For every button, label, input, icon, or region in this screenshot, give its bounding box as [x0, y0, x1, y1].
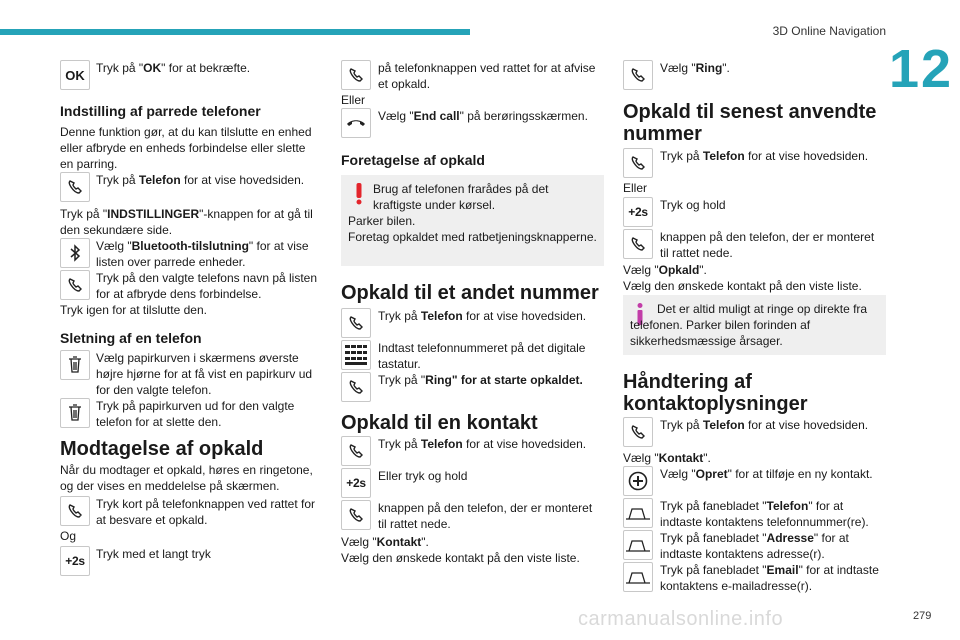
reject-step: på telefonknappen ved rattet for at afvise et opkald. [378, 61, 596, 91]
manage-step-5: Tryk på fanebladet "Email" for at indtaste kontaktens e-mailadresse(r). [660, 563, 879, 593]
chapter-number: 12 [889, 39, 954, 99]
phone-handset-icon [341, 372, 371, 402]
heading-recent-number: Opkald til senest anvendte nummer [623, 101, 877, 145]
recent-choose: Vælg den ønskede kontakt på den viste liste. [623, 279, 862, 293]
pairing-reconnect: Tryk igen for at tilslutte den. [60, 303, 207, 317]
manage-step-2: Vælg "Opret" for at tilføje en ny kontakt. [660, 467, 873, 481]
or-label: Eller [341, 93, 366, 107]
pairing-step-3: Tryk på den valgte telefons navn på listen for at afbryde dens forbindelse. [96, 271, 318, 301]
ok-icon: OK [60, 60, 90, 90]
phone-handset-icon [60, 496, 90, 526]
header-accent-bar [0, 29, 470, 35]
trash-icon [60, 350, 90, 380]
hold-2s-icon: +2s [623, 197, 653, 227]
recent-step-1: Tryk på Telefon for at vise hovedsiden. [660, 149, 869, 163]
heading-call-contact: Opkald til en kontakt [341, 412, 538, 434]
end-call-icon [341, 108, 371, 138]
contact-choose: Vælg den ønskede kontakt på den viste liste. [341, 551, 580, 565]
other-step-1: Tryk på Telefon for at vise hovedsiden. [378, 309, 587, 323]
manage-step-1: Tryk på Telefon for at vise hovedsiden. [660, 418, 869, 432]
phone-handset-icon [60, 172, 90, 202]
heading-other-number: Opkald til et andet nummer [341, 282, 599, 304]
warning-text-1: Brug af telefonen frarådes på det kraftigste under kørsel. [373, 182, 549, 212]
phone-handset-icon [623, 229, 653, 259]
phone-handset-icon [60, 270, 90, 300]
heading-making-call: Foretagelse af opkald [341, 152, 485, 168]
heading-receive-call: Modtagelse af opkald [60, 438, 264, 460]
delete-step-1: Vælg papirkurven i skærmens øverste højre hjørne for at få vist en papirkurv ud for den valgte telefon. [96, 351, 313, 397]
phone-handset-icon [341, 60, 371, 90]
section-title: 3D Online Navigation [772, 24, 886, 38]
heading-delete-phone: Sletning af en telefon [60, 330, 202, 346]
phone-handset-icon [341, 500, 371, 530]
receive-intro: Når du modtager et opkald, høres en ringetone, og der vises en meddelelse på skærmen. [60, 463, 313, 493]
warning-box [341, 175, 604, 266]
keypad-icon [341, 340, 371, 370]
watermark: carmanualsonline.info [578, 608, 784, 630]
step-confirm: Tryk på "OK" for at bekræfte. [96, 61, 251, 75]
pairing-intro: Denne funktion gør, at du kan tilslutte en enhed eller afbryde en enheds forbindelse eller slette en parring. [60, 125, 312, 171]
pairing-settings: Tryk på "INDSTILLINGER"-knappen for at gå til den sekundære side. [60, 207, 313, 237]
warning-text-3: Foretag opkaldet med ratbetjeningsknapperne. [348, 230, 597, 244]
phone-handset-icon [623, 417, 653, 447]
contact-step-3: knappen på den telefon, der er monteret til rattet nede. [378, 501, 593, 531]
tab-icon [623, 562, 653, 592]
hold-2s-icon: +2s [341, 468, 371, 498]
hold-2s-icon: +2s [60, 546, 90, 576]
warning-icon [355, 183, 363, 210]
ring-step: Vælg "Ring". [660, 61, 730, 75]
phone-handset-icon [341, 308, 371, 338]
other-step-2: Indtast telefonnummeret på det digitale tastatur. [378, 341, 586, 371]
contact-step-2: Eller tryk og hold [378, 469, 468, 483]
manage-step-4: Tryk på fanebladet "Adresse" for at indtaste kontaktens adresse(r). [660, 531, 849, 561]
contact-step-1: Tryk på Telefon for at vise hovedsiden. [378, 437, 587, 451]
receive-step-2: Tryk med et langt tryk [96, 547, 211, 561]
recent-select: Vælg "Opkald". [623, 263, 707, 277]
manage-step-3: Tryk på fanebladet "Telefon" for at indtaste kontaktens telefonnummer(re). [660, 499, 869, 529]
heading-paired-phones: Indstilling af parrede telefoner [60, 103, 261, 119]
page-number: 279 [913, 610, 932, 622]
trash-icon [60, 398, 90, 428]
bluetooth-icon [60, 238, 90, 268]
phone-handset-icon [341, 436, 371, 466]
pairing-step-2: Vælg "Bluetooth-tilslutning" for at vise listen over parrede enheder. [96, 239, 309, 269]
add-contact-icon [623, 466, 653, 496]
contact-select: Vælg "Kontakt". [341, 535, 429, 549]
pairing-step-1: Tryk på Telefon for at vise hovedsiden. [96, 173, 305, 187]
manage-select: Vælg "Kontakt". [623, 451, 711, 465]
other-step-3: Tryk på "Ring" for at starte opkaldet. [378, 373, 583, 387]
info-text: Det er altid muligt at ringe op direkte fra telefonen. Parker bilen forinden af sikkerhedsmæssige årsager. [630, 302, 868, 348]
warning-text-2: Parker bilen. [348, 214, 416, 228]
recent-step-2: Tryk og hold [660, 198, 726, 212]
or-label: Eller [623, 181, 648, 195]
recent-step-3: knappen på den telefon, der er monteret til rattet nede. [660, 230, 875, 260]
receive-step-1: Tryk kort på telefonknappen ved rattet for at besvare et opkald. [96, 497, 316, 527]
info-box [623, 295, 886, 355]
delete-step-2: Tryk på papirkurven ud for den valgte telefon for at slette den. [96, 399, 295, 429]
heading-manage-contacts: Håndtering af kontaktoplysninger [623, 371, 808, 415]
end-call-step: Vælg "End call" på berøringsskærmen. [378, 109, 588, 123]
phone-handset-icon [623, 148, 653, 178]
tab-icon [623, 530, 653, 560]
phone-handset-icon [623, 60, 653, 90]
and-label: Og [60, 529, 77, 543]
tab-icon [623, 498, 653, 528]
